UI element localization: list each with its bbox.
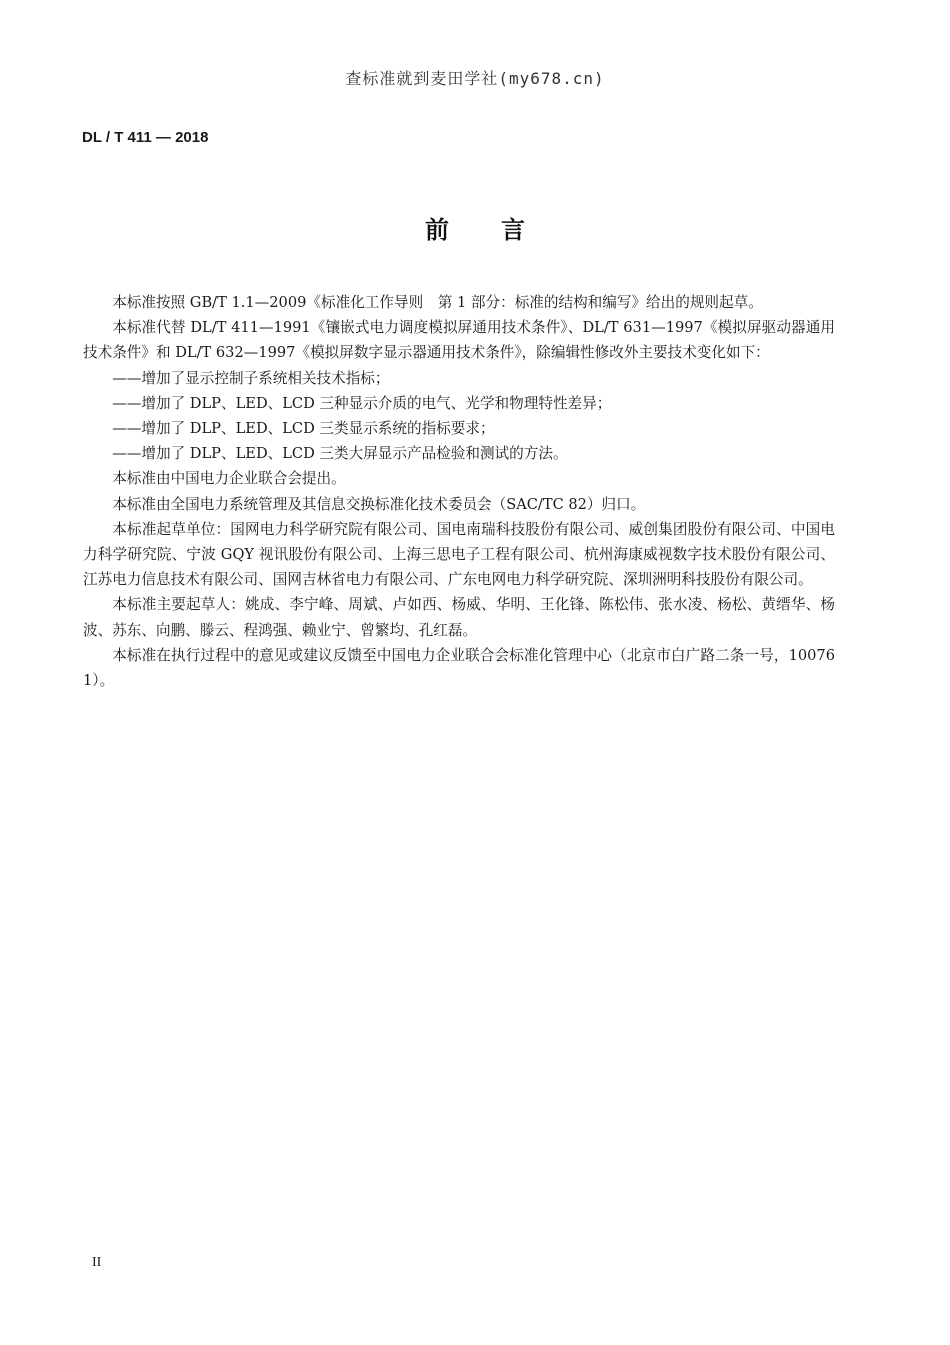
change-item-4: ——增加了 DLP、LED、LCD 三类大屏显示产品检验和测试的方法。 [112,445,568,463]
page-title: 前言 [425,216,577,244]
document-code: DL / T 411 — 2018 [82,129,209,146]
foreword-body [83,290,835,693]
paragraph-replaces: 本标准代替 DL/T 411—1991《镶嵌式电力调度模拟屏通用技术条件》、DL/T 631—1997《模拟屏驱动器通用技术条件》和 DL/T 632—1997《模拟屏数字显示器通用技术条件》，除编辑性修改外主要技术变化如下： [83,319,835,362]
paragraph-proposer: 本标准由中国电力企业联合会提出。 [112,470,346,488]
page-number: II [92,1255,102,1270]
paragraph-drafters: 本标准主要起草人：姚成、李宁峰、周斌、卢如西、杨威、华明、王化锋、陈松伟、张水凌、杨松、黄缙华、杨波、苏东、向鹏、滕云、程鸿强、赖业宁、曾繁均、孔红磊。 [83,596,835,639]
paragraph-feedback: 本标准在执行过程中的意见或建议反馈至中国电力企业联合会标准化管理中心（北京市白广路二条一号，100761）。 [83,646,835,690]
paragraph-centralized-by: 本标准由全国电力系统管理及其信息交换标准化技术委员会（SAC/TC 82）归口。 [112,495,646,513]
paragraph-drafting-rules: 本标准按照 GB/T 1.1—2009《标准化工作导则 第 1 部分：标准的结构和编写》给出的规则起草。 [112,294,763,311]
paragraph-drafting-units: 本标准起草单位：国网电力科学研究院有限公司、国电南瑞科技股份有限公司、威创集团股份有限公司、中国电力科学研究院、宁波 GQY 视讯股份有限公司、上海三思电子工程有限公司、杭州海康威视数字技术股份有限公司、江苏电力信息技术有限公司、国网吉林省电力有限公司、广东电网电力科学研究院、深圳洲明科技股份有限公司。 [83,520,835,589]
watermark-text: 查标准就到麦田学社(my678.cn) [345,69,605,88]
change-item-2: ——增加了 DLP、LED、LCD 三种显示介质的电气、光学和物理特性差异； [112,394,612,412]
change-item-1: ——增加了显示控制子系统相关技术指标； [112,369,390,387]
change-item-3: ——增加了 DLP、LED、LCD 三类显示系统的指标要求； [112,420,495,438]
